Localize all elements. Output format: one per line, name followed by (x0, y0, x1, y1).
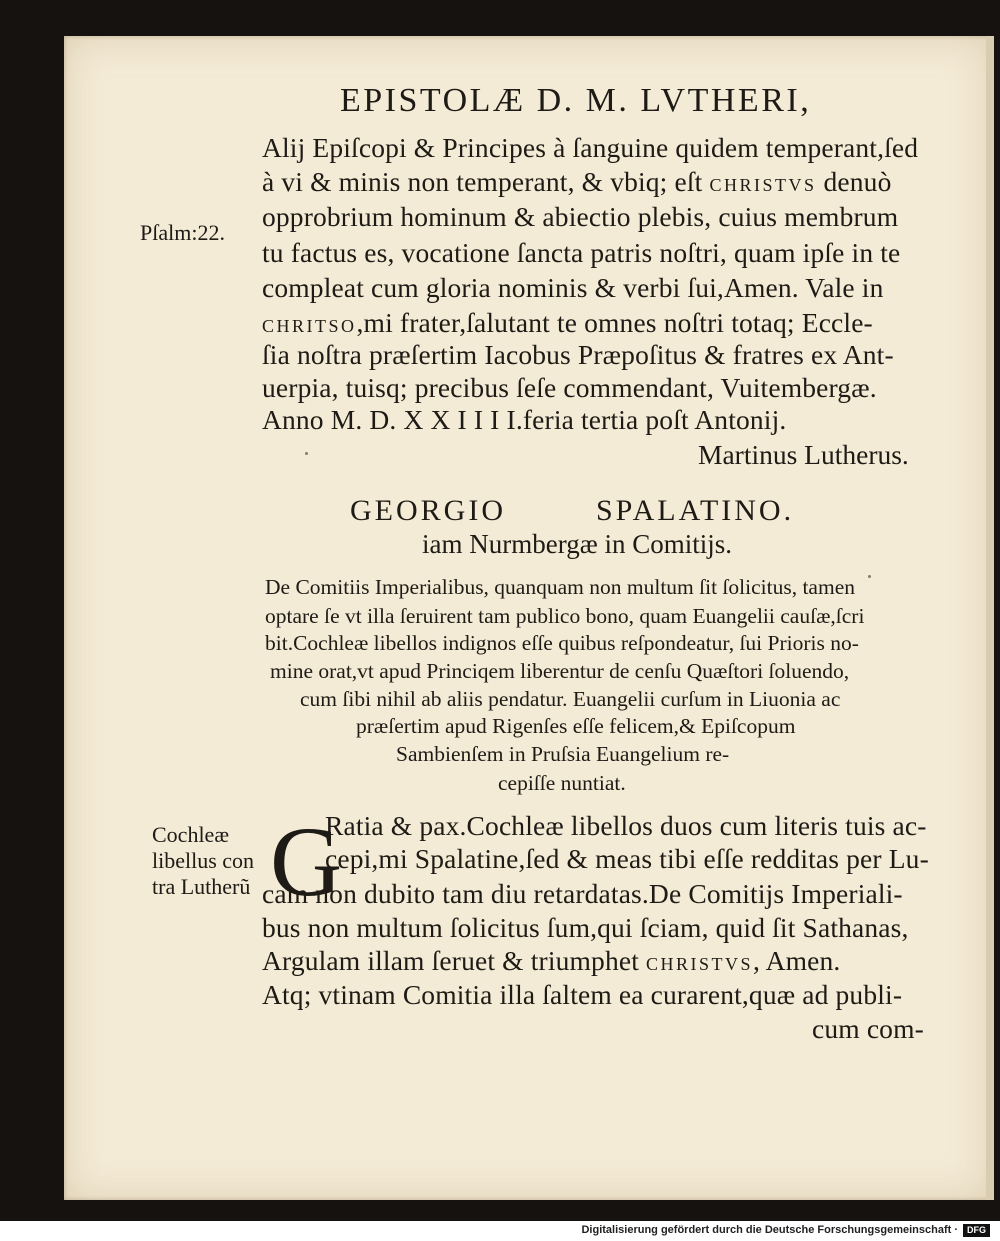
letter-line-text: ,mi frater,ſalutant te omnes noſtri totaq; Eccle- (356, 307, 873, 338)
body-line-text: Argulam illam ſeruet & triumphet (262, 945, 647, 976)
catchword: cum com- (812, 1013, 924, 1044)
body-line: bus non multum ſolicitus ſum,qui ſciam, quid ſit Sathanas, (262, 912, 909, 943)
summary-line: præſertim apud Rigenſes eſſe felicem,& Epiſcopum (356, 714, 796, 738)
small-caps-name: CHRISTVS (709, 175, 817, 195)
letter-line: compleat cum gloria nominis & verbi ſui,Amen. Vale in (262, 272, 884, 303)
paper-speck (868, 575, 871, 578)
funding-credit: Digitalisierung gefördert durch die Deutsche Forschungsgemeinschaft · (581, 1224, 958, 1236)
letter-line-text: à vi & minis non temperant, & vbiq; eſt (262, 166, 710, 197)
body-line: Ratia & pax.Cochleæ libellos duos cum literis tuis ac- (325, 810, 927, 841)
letter-line: opprobrium hominum & abiectio plebis, cuius membrum (262, 201, 899, 232)
small-caps-name: CHRITSO (262, 316, 357, 336)
letter-line-text: denuò (816, 166, 892, 197)
letter-subtitle: iam Nurmbergæ in Comitijs. (422, 529, 732, 559)
letter-line: ſia noſtra præſertim Iacobus Præpoſitus & fratres ex Ant- (262, 339, 894, 370)
letter-line: Alij Epiſcopi & Principes à ſanguine quidem temperant,ſed (262, 132, 919, 163)
letter-title-word: GEORGIO (350, 494, 506, 527)
letter-line: uerpia, tuisq; precibus ſeſe commendant, Vuitembergæ. (262, 372, 877, 403)
margin-note-cochleae: Cochleæ (152, 822, 229, 847)
drop-cap: G (270, 806, 343, 917)
summary-line: bit.Cochleæ libellos indignos eſſe quibus reſpondeatur, ſui Prioris no- (265, 631, 859, 655)
summary-line: optare ſe vt illa ſeruirent tam publico bono, quam Euangelii cauſæ,ſcri (265, 604, 865, 628)
letter-line (262, 309, 873, 337)
body-line-text: , Amen. (753, 945, 841, 976)
margin-note-cochleae: tra Lutherũ (152, 874, 251, 899)
letter-line: Anno M. D. X X I I I I.feria tertia poſt Antonij. (262, 404, 787, 435)
body-line: Atq; vtinam Comitia illa ſaltem ea curarent,quæ ad publi- (262, 979, 903, 1010)
body-line: cepi,mi Spalatine,ſed & meas tibi eſſe redditas per Lu- (325, 843, 929, 874)
page-edge (986, 36, 994, 1200)
margin-note-psalm: Pſalm:22. (140, 220, 225, 245)
summary-line: cum ſibi nihil ab aliis pendatur. Euangelii curſum in Liuonia ac (300, 687, 841, 711)
signature: Martinus Lutherus. (698, 439, 909, 470)
margin-note-cochleae: libellus con (152, 848, 255, 873)
body-line: cam non dubito tam diu retardatas.De Comitijs Imperiali- (262, 878, 903, 909)
letter-line: tu factus es, vocatione ſancta patris noſtri, quam ipſe in te (262, 237, 901, 268)
summary-line: Sambienſem in Pruſsia Euangelium re- (396, 742, 730, 766)
digitization-footer (0, 1221, 1000, 1241)
letter-line (262, 168, 891, 196)
summary-line: mine orat,vt apud Princiqem liberentur de cenſu Quæſtori ſoluendo, (270, 659, 850, 683)
dfg-logo: DFG (963, 1224, 990, 1237)
letter-title-word: SPALATINO. (596, 494, 795, 527)
paper-speck (305, 452, 308, 455)
body-line (262, 947, 840, 975)
running-head: EPISTOLÆ D. M. LVTHERI, (340, 82, 812, 119)
summary-line: De Comitiis Imperialibus, quanquam non multum ſit ſolicitus, tamen (265, 575, 855, 599)
small-caps-name: CHRISTVS (646, 954, 754, 974)
summary-line: cepiſſe nuntiat. (498, 771, 626, 795)
